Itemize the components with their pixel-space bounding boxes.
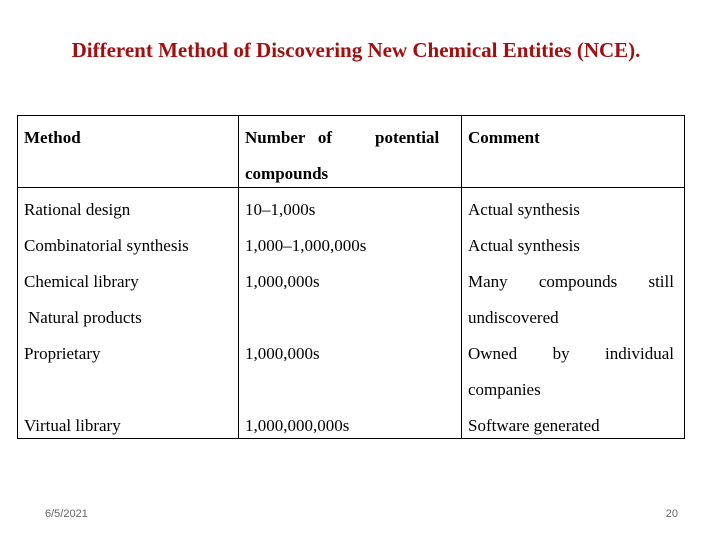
row-comment: Actual synthesis: [468, 236, 580, 255]
comment-word: compounds: [538, 272, 618, 291]
row-number: 10–1,000s: [245, 200, 316, 219]
slide-title: Different Method of Discovering New Chemical Entities (NCE).: [71, 38, 641, 62]
row-comment: Actual synthesis: [468, 200, 580, 219]
header-comment: Comment: [468, 128, 540, 147]
row-comment: undiscovered: [468, 308, 559, 327]
row-comment: [468, 344, 674, 364]
row-method: Proprietary: [24, 344, 101, 363]
row-method: Natural products: [28, 308, 142, 327]
row-method: Rational design: [24, 200, 131, 219]
comment-word: Many: [468, 272, 508, 291]
slide-date: 6/5/2021: [45, 508, 88, 520]
comment-word: Owned: [468, 344, 518, 363]
column-divider: [461, 116, 462, 438]
row-number: 1,000,000s: [245, 344, 320, 363]
row-comment: Software generated: [468, 416, 600, 435]
comment-word: individual: [605, 344, 674, 363]
row-method: Chemical library: [24, 272, 139, 291]
comment-word: by: [552, 344, 570, 363]
row-comment: [468, 272, 674, 292]
row-method: Combinatorial synthesis: [24, 236, 189, 255]
header-number-line1: Number of: [245, 128, 333, 147]
row-number: 1,000–1,000,000s: [245, 236, 367, 255]
slide-page-number: 20: [665, 508, 678, 520]
row-method: Virtual library: [24, 416, 121, 435]
row-divider: [18, 187, 684, 188]
column-divider: [238, 116, 239, 438]
header-number-potential: potential: [375, 128, 440, 147]
row-number: 1,000,000,000s: [245, 416, 350, 435]
row-number: 1,000,000s: [245, 272, 320, 291]
header-method: Method: [24, 128, 81, 147]
row-comment-continued: companies: [468, 380, 541, 399]
header-number-line2: compounds: [245, 164, 329, 183]
comment-word: still: [648, 272, 674, 291]
nce-methods-table: [17, 115, 685, 439]
